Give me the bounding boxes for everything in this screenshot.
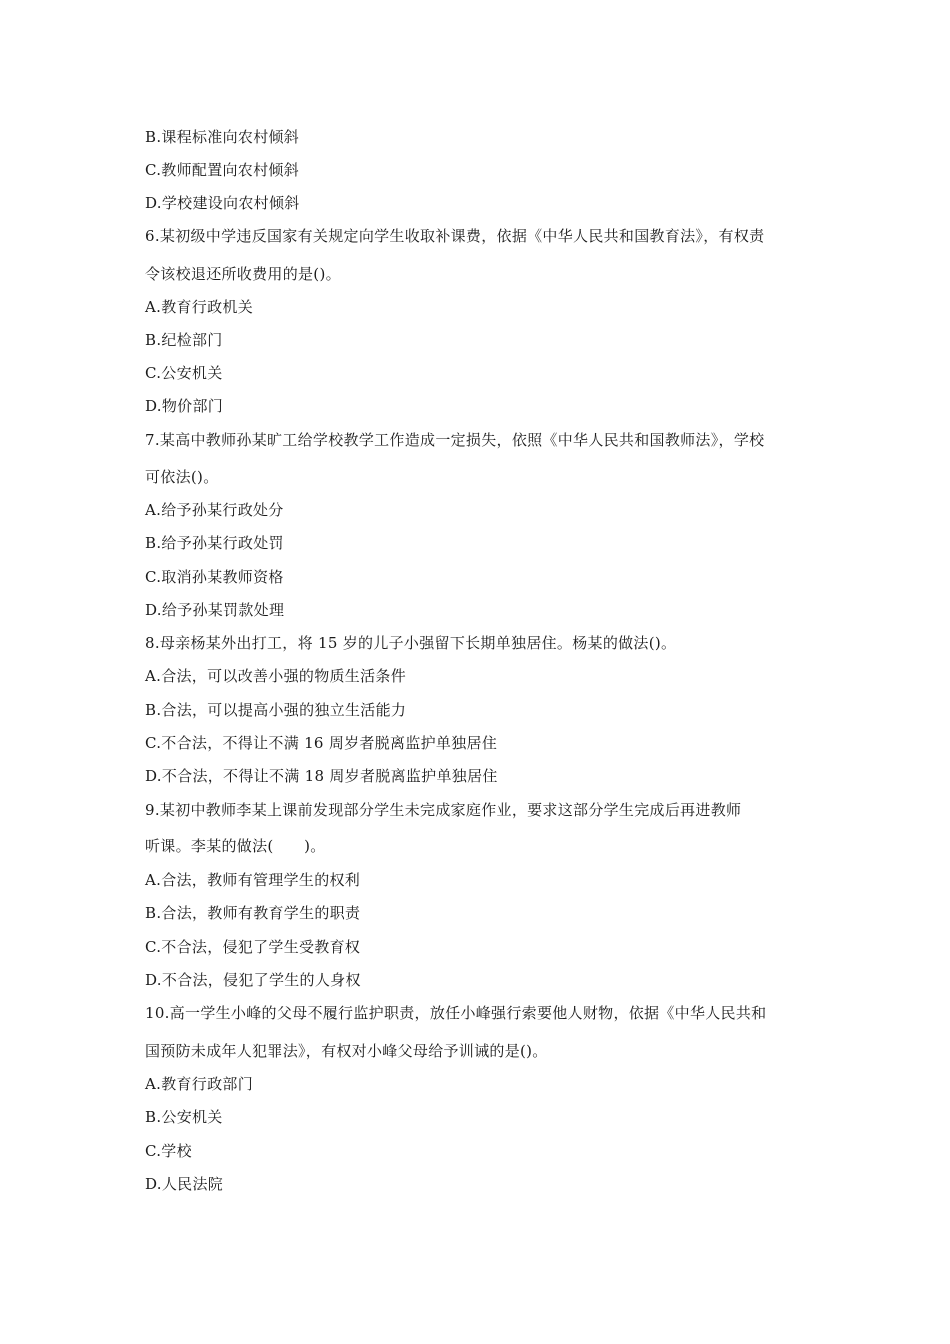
question-8-option-a: A.合法，可以改善小强的物质生活条件	[145, 667, 407, 685]
question-9-option-d: D.不合法，侵犯了学生的人身权	[145, 971, 361, 989]
question-9-stem-line-1: 9.某初中教师李某上课前发现部分学生未完成家庭作业，要求这部分学生完成后再进教师	[145, 801, 742, 819]
question-6-stem-line-1: 6.某初级中学违反国家有关规定向学生收取补课费，依据《中华人民共和国教育法》，有权责	[145, 227, 765, 245]
question-7-stem-line-2: 可依法()。	[145, 468, 219, 486]
question-10-option-b: B.公安机关	[145, 1108, 223, 1126]
question-7-option-c: C.取消孙某教师资格	[145, 568, 284, 586]
question-8-option-c: C.不合法，不得让不满 16 周岁者脱离监护单独居住	[145, 734, 498, 752]
question-5-option-b: B.课程标准向农村倾斜	[145, 128, 300, 146]
question-6-option-a: A.教育行政机关	[145, 298, 254, 316]
question-10-option-c: C.学校	[145, 1142, 192, 1160]
question-5-option-c: C.教师配置向农村倾斜	[145, 161, 300, 179]
question-8-option-d: D.不合法，不得让不满 18 周岁者脱离监护单独居住	[145, 767, 498, 785]
question-7-option-b: B.给予孙某行政处罚	[145, 534, 284, 552]
question-9-option-b: B.合法，教师有教育学生的职责	[145, 904, 361, 922]
question-8-stem: 8.母亲杨某外出打工，将 15 岁的儿子小强留下长期单独居住。杨某的做法()。	[145, 634, 677, 652]
question-7-option-d: D.给予孙某罚款处理	[145, 601, 285, 619]
question-7-stem-line-1: 7.某高中教师孙某旷工给学校教学工作造成一定损失，依照《中华人民共和国教师法》，学校	[145, 431, 765, 449]
question-9-stem-line-2: 听课。李某的做法( )。	[145, 837, 326, 855]
question-10-option-d: D.人民法院	[145, 1175, 224, 1193]
question-6-option-c: C.公安机关	[145, 364, 223, 382]
question-10-stem-line-1: 10.高一学生小峰的父母不履行监护职责，放任小峰强行索要他人财物，依据《中华人民共和	[145, 1004, 767, 1022]
question-10-stem-line-2: 国预防未成年人犯罪法》，有权对小峰父母给予训诫的是()。	[145, 1042, 548, 1060]
question-6-stem-line-2: 令该校退还所收费用的是()。	[145, 265, 341, 283]
question-5-option-d: D.学校建设向农村倾斜	[145, 194, 300, 212]
question-8-option-b: B.合法，可以提高小强的独立生活能力	[145, 701, 407, 719]
question-7-option-a: A.给予孙某行政处分	[145, 501, 284, 519]
question-6-option-d: D.物价部门	[145, 397, 224, 415]
question-6-option-b: B.纪检部门	[145, 331, 223, 349]
question-10-option-a: A.教育行政部门	[145, 1075, 254, 1093]
question-9-option-c: C.不合法，侵犯了学生受教育权	[145, 938, 361, 956]
question-9-option-a: A.合法，教师有管理学生的权利	[145, 871, 361, 889]
